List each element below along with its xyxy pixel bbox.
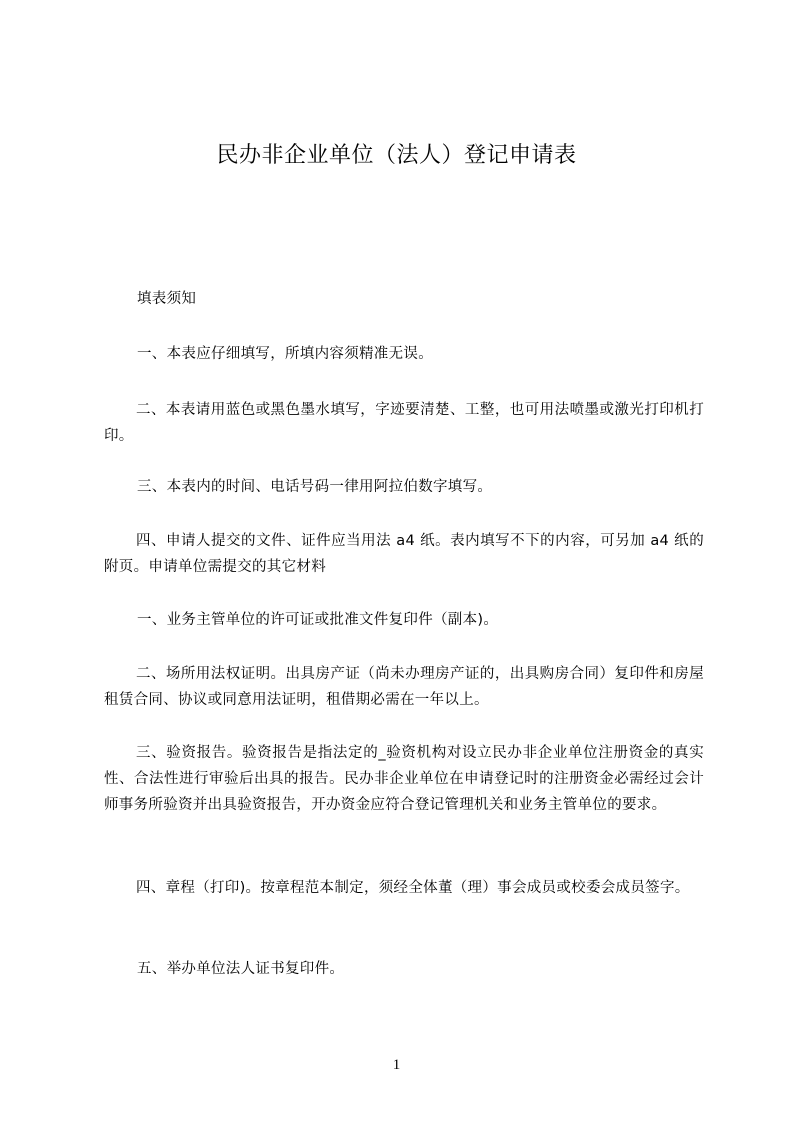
notice-item-4: 四、申请人提交的文件、证件应当用法 a4 纸。表内填写不下的内容，可另加 a4 纸的附页。申请单位需提交的其它材料 <box>104 533 704 575</box>
notice-item-2: 二、本表请用蓝色或黑色墨水填写，字迹要清楚、工整，也可用法喷墨或激光打印机打印。 <box>104 402 704 444</box>
notice-item-1: 一、本表应仔细填写，所填内容须精准无误。 <box>137 346 433 362</box>
notice-heading: 填表须知 <box>137 291 197 307</box>
notice-item-3: 三、本表内的时间、电话号码一律用阿拉伯数字填写。 <box>137 479 493 495</box>
page-number: 1 <box>392 1057 401 1073</box>
material-item-2: 二、场所用法权证明。出具房产证（尚未办理房产证的，出具购房合同）复印件和房屋租赁合同、协议或同意用法证明，租借期必需在一年以上。 <box>104 666 704 708</box>
page-title: 民办非企业单位（法人）登记申请表 <box>216 143 577 168</box>
material-item-4: 四、章程（打印)。按章程范本制定，须经全体董（理）事会成员或校委会成员签字。 <box>136 880 690 896</box>
material-item-1: 一、业务主管单位的许可证或批准文件复印件（副本)。 <box>137 612 499 628</box>
material-item-5: 五、举办单位法人证书复印件。 <box>137 961 345 977</box>
material-item-3: 三、验资报告。验资报告是指法定的_验资机构对设立民办非企业单位注册资金的真实性、合法性进行审验后出具的报告。民办非企业单位在申请登记时的注册资金必需经过会计师事务所验资并出具验资报告，开办资金应符合登记管理机关和业务主管单位的要求。 <box>104 745 704 813</box>
